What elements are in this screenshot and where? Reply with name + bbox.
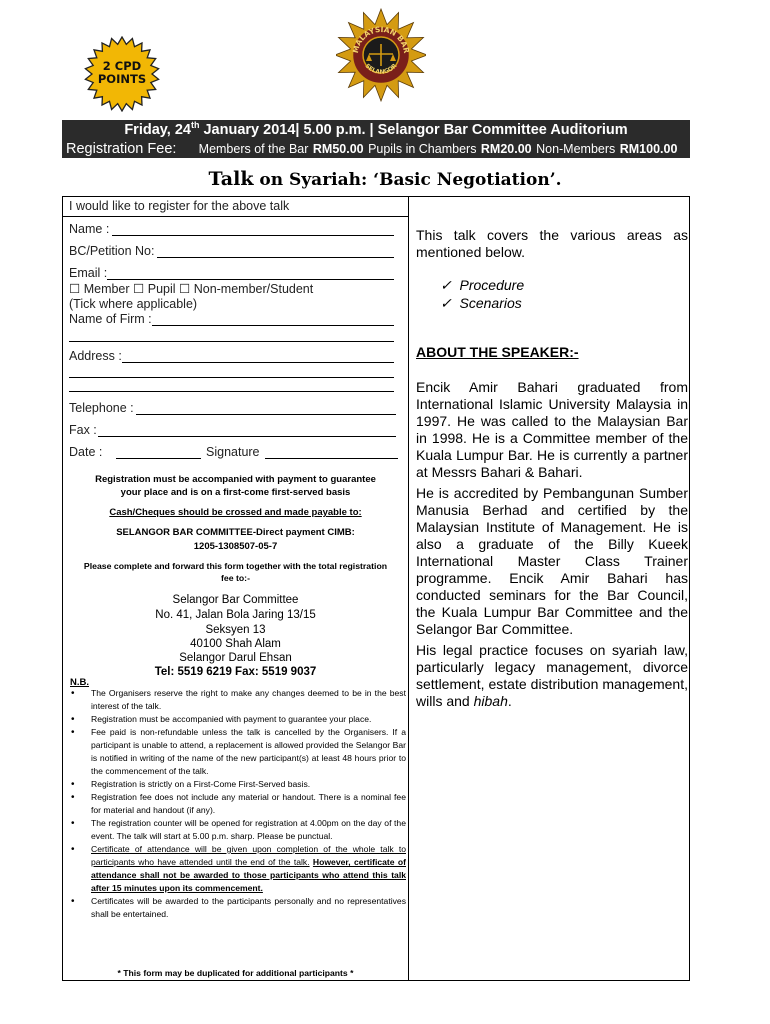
address-line4: 40100 Shah Alam [190, 638, 281, 650]
talk-intro: This talk covers the various areas as mentioned below. [416, 227, 688, 260]
name-label: Name : [69, 222, 110, 236]
badge-line1: 2 CPD [102, 59, 142, 73]
signature-field[interactable] [265, 458, 398, 459]
firm-field[interactable] [152, 325, 394, 326]
fee-label: Registration Fee: [66, 141, 177, 157]
payment-requirement-line1: Registration must be accompanied with payment to guarantee [95, 474, 376, 485]
fee-members-amount: RM50.00 [312, 142, 364, 156]
form-intro: I would like to register for the above talk [69, 199, 290, 213]
note-item: • Registration is strictly on a First-Come First-Served basis. [66, 778, 406, 791]
event-datetime-venue: Friday, 24th January 2014| 5.00 p.m. | Selangor Bar Committee Auditorium [124, 120, 628, 138]
name-field[interactable] [112, 235, 394, 236]
telephone-field[interactable] [136, 414, 396, 415]
note-item: • The registration counter will be opened for registration at 4.00pm on the day of the event. The talk will start at 5.00 p.m. sharp. Please be punctual. [66, 817, 406, 843]
tick-note: (Tick where applicable) [69, 297, 198, 311]
cpd-points-badge [84, 36, 160, 112]
address-line5: Selangor Darul Ehsan [179, 652, 292, 664]
event-banner [62, 120, 690, 158]
nonmember-checkbox[interactable]: ☐ [179, 282, 191, 296]
speaker-para3: His legal practice focuses on syariah law, particularly legacy management, divorce settlement, estate distribution management, wills and hibah. [416, 642, 688, 709]
contact-numbers: Tel: 5519 6219 Fax: 5519 9037 [154, 666, 317, 678]
payee-line1: SELANGOR BAR COMMITTEE-Direct payment CIMB: [116, 527, 355, 538]
firm-field-line2[interactable] [69, 341, 394, 342]
topic-item: ✓ Procedure [440, 277, 525, 293]
address-field-line2[interactable] [69, 377, 394, 378]
pupil-option-label: Pupil [147, 282, 176, 296]
notes-list [66, 687, 406, 921]
forward-instruction-line1: Please complete and forward this form together with the total registration [83, 561, 388, 571]
note-item: • Fee paid is non-refundable unless the talk is cancelled by the Organisers. If a participant is unable to attend, a replacement is allowed provided the Selangor Bar is notified in writing of the name of the new participant(s) at least 48 hours prior to the commencement of the talk. [66, 726, 406, 778]
duplicate-form-note: * This form may be duplicated for additional participants * [117, 968, 354, 978]
seal-bottom-text: SELANGOR [363, 62, 399, 76]
speaker-bio [416, 379, 688, 714]
divider [62, 216, 409, 217]
note-item: • Certificates will be awarded to the participants personally and no representatives shall be entertained. [66, 895, 406, 921]
address-line3: Seksyen 13 [205, 624, 266, 636]
pupil-checkbox[interactable]: ☐ [133, 282, 145, 296]
telephone-label: Telephone : [69, 401, 134, 415]
check-icon: ✓ [440, 295, 452, 311]
speaker-para1: Encik Amir Bahari graduated from International Islamic University Malaysia in 1997. He was called to the Malaysian Bar in 1998. He is a Committee member of the Kuala Lumpur Bar. He is currently a partner at Messrs Bahari & Bahari. [416, 379, 688, 480]
bc-petition-field[interactable] [157, 257, 394, 258]
forward-instruction-line2: fee to:- [221, 573, 250, 583]
speaker-para2: He is accredited by Pembangunan Sumber Manusia Berhad and certified by the Malaysian Institute of Management. He is also a graduate of the Billy Kueek International Master Class Trainer programme. Encik Amir Bahari has conducted seminars for the Bar Council, the Kuala Lumpur Bar Committee and the Selangor Bar Committee. [416, 485, 688, 637]
check-icon: ✓ [440, 277, 452, 293]
badge-line2: POINTS [97, 72, 147, 86]
note-item: • The Organisers reserve the right to make any changes deemed to be in the best interest of the talk. [66, 687, 406, 713]
member-option-label: Member [83, 282, 130, 296]
date-label: Date : [69, 445, 103, 459]
speaker-heading: ABOUT THE SPEAKER:- [416, 344, 579, 360]
registration-fee-line [66, 140, 677, 158]
bc-label: BC/Petition No: [69, 244, 155, 258]
bar-seal-logo-icon [336, 8, 426, 106]
address-field[interactable] [122, 362, 394, 363]
fax-label: Fax : [69, 423, 97, 437]
payment-requirement-line2: your place and is on a first-come first-served basis [120, 487, 351, 498]
nonmember-option-label: Non-member/Student [193, 282, 314, 296]
note-item: • Registration fee does not include any material or handout. There is a nominal fee for material and handout (if any). [66, 791, 406, 817]
email-label: Email : [69, 266, 108, 280]
topic-item: ✓ Scenarios [440, 295, 522, 311]
cash-cheque-note: Cash/Cheques should be crossed and made payable to: [109, 507, 362, 518]
fee-members-label: Members of the Bar [198, 142, 309, 156]
address-line1: Selangor Bar Committee [172, 594, 299, 606]
fee-pupils-amount: RM20.00 [480, 142, 532, 156]
fee-nonmembers-label: Non-Members [536, 142, 616, 156]
address-line2: No. 41, Jalan Bola Jaring 13/15 [155, 609, 316, 621]
payee-account: 1205-1308507-05-7 [193, 541, 278, 552]
member-checkbox[interactable]: ☐ [69, 282, 81, 296]
seal-top-text: MALAYSIAN BAR [350, 24, 412, 54]
malaysian-bar-seal [336, 8, 426, 106]
fee-nonmembers-amount: RM100.00 [619, 142, 678, 156]
signature-label: Signature [206, 445, 260, 459]
note-item: • Registration must be accompanied with payment to guarantee your place. [66, 713, 406, 726]
email-field[interactable] [107, 279, 394, 280]
fax-field[interactable] [98, 436, 396, 437]
note-item-certificate: • Certificate of attendance will be given upon completion of the whole talk to participants who have attended until the end of the talk. However, certificate of attendance shall not be awarded to those participants who attend this talk after 15 minutes upon its commencement. [66, 843, 406, 895]
fee-pupils-label: Pupils in Chambers [368, 142, 477, 156]
membership-options [69, 282, 313, 297]
notes-heading: N.B. [70, 677, 89, 688]
firm-label: Name of Firm : [69, 312, 152, 326]
page-title: Talk on Syariah: ‘Basic Negotiation’. [208, 168, 562, 190]
date-field[interactable] [116, 458, 201, 459]
address-label: Address : [69, 349, 122, 363]
address-field-line3[interactable] [69, 391, 394, 392]
